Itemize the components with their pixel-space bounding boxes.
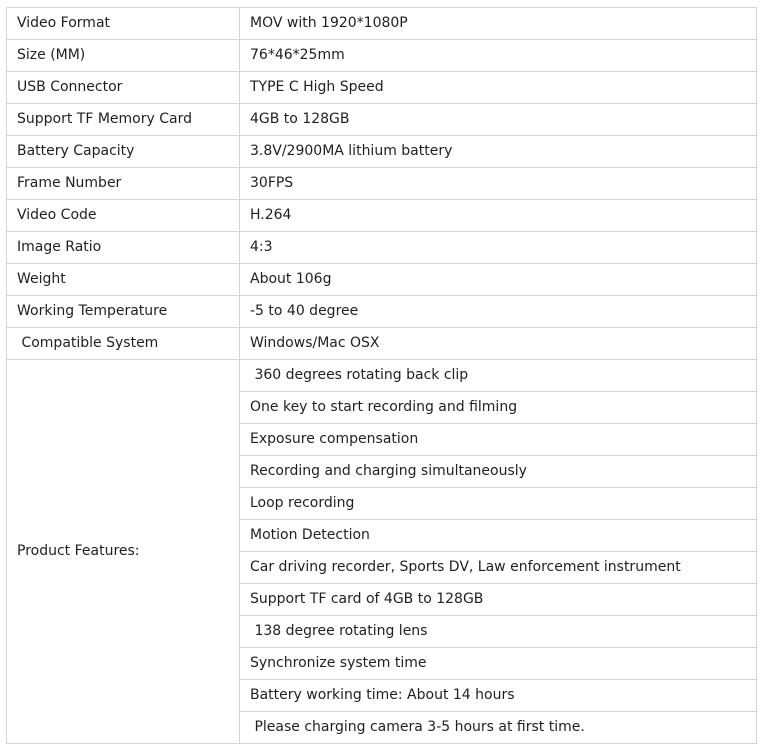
table-row: [7, 360, 757, 392]
spec-label: Battery Capacity: [7, 136, 240, 168]
spec-value: H.264: [240, 200, 757, 232]
spec-value: 4:3: [240, 232, 757, 264]
feature-item: 360 degrees rotating back clip: [240, 360, 757, 392]
feature-item: Motion Detection: [240, 520, 757, 552]
spec-label: Weight: [7, 264, 240, 296]
feature-item: One key to start recording and filming: [240, 392, 757, 424]
spec-label: Image Ratio: [7, 232, 240, 264]
feature-item: 138 degree rotating lens: [240, 616, 757, 648]
feature-item: Exposure compensation: [240, 424, 757, 456]
spec-value: 76*46*25mm: [240, 40, 757, 72]
spec-label: USB Connector: [7, 72, 240, 104]
table-row: [7, 40, 757, 72]
table-row: [7, 200, 757, 232]
spec-value: About 106g: [240, 264, 757, 296]
spec-value: MOV with 1920*1080P: [240, 8, 757, 40]
feature-item: Support TF card of 4GB to 128GB: [240, 584, 757, 616]
features-label: Product Features:: [7, 360, 240, 744]
table-row: [7, 72, 757, 104]
spec-value: 3.8V/2900MA lithium battery: [240, 136, 757, 168]
table-row: [7, 168, 757, 200]
spec-value: TYPE C High Speed: [240, 72, 757, 104]
spec-value: -5 to 40 degree: [240, 296, 757, 328]
feature-item: Recording and charging simultaneously: [240, 456, 757, 488]
spec-label: Compatible System: [7, 328, 240, 360]
feature-item: Car driving recorder, Sports DV, Law enforcement instrument: [240, 552, 757, 584]
spec-label: Size (MM): [7, 40, 240, 72]
spec-label: Working Temperature: [7, 296, 240, 328]
table-row: [7, 264, 757, 296]
table-row: [7, 328, 757, 360]
spec-value: Windows/Mac OSX: [240, 328, 757, 360]
table-row: [7, 104, 757, 136]
feature-item: Loop recording: [240, 488, 757, 520]
spec-label: Support TF Memory Card: [7, 104, 240, 136]
table-row: [7, 232, 757, 264]
table-row: [7, 296, 757, 328]
spec-value: 4GB to 128GB: [240, 104, 757, 136]
spec-label: Video Code: [7, 200, 240, 232]
spec-table-body: [7, 8, 757, 744]
feature-item: Synchronize system time: [240, 648, 757, 680]
spec-label: Frame Number: [7, 168, 240, 200]
table-row: [7, 136, 757, 168]
feature-item: Battery working time: About 14 hours: [240, 680, 757, 712]
spec-label: Video Format: [7, 8, 240, 40]
feature-item: Please charging camera 3-5 hours at first time.: [240, 712, 757, 744]
spec-table: [6, 7, 757, 744]
spec-value: 30FPS: [240, 168, 757, 200]
table-row: [7, 8, 757, 40]
